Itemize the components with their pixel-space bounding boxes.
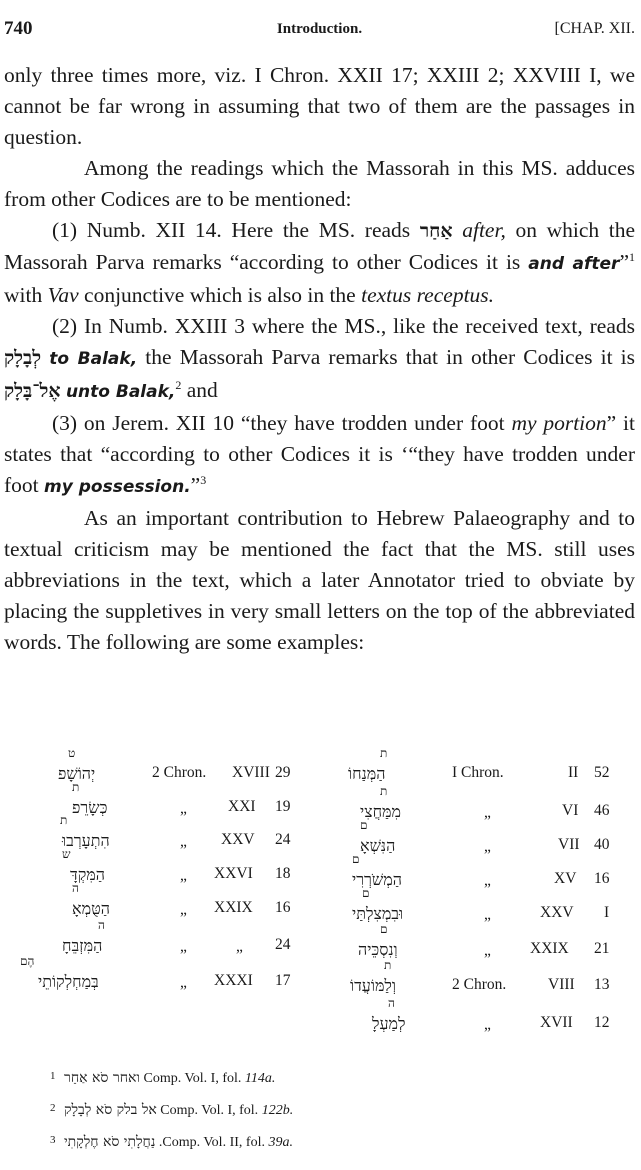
footnote-ref: 39a. (268, 1135, 293, 1150)
right-word-1: מִמַּחֲצִי (360, 802, 402, 821)
right-ditto-5: „ (484, 942, 491, 959)
left-sup-3: ש (62, 847, 71, 861)
chapter-label: [CHAP. XII. (554, 20, 635, 37)
right-sup-4: ם (362, 886, 370, 900)
right-chapter-1: VI (562, 802, 579, 819)
right-chapter-6: VIII (548, 976, 575, 993)
left-ditto-5: „ (180, 938, 187, 955)
footnote-hebrew: ואחר סֹא אַחַר (64, 1070, 140, 1086)
p3-vav: Vav (47, 283, 79, 307)
left-ditto-6: „ (180, 974, 187, 991)
left-verse-5: 24 (275, 936, 291, 953)
right-verse-4: I (604, 904, 610, 921)
left-verse-4: 16 (275, 899, 291, 916)
p3-textus-receptus: textus receptus. (361, 283, 495, 307)
right-book-0: I Chron. (452, 764, 504, 781)
footnote-ref-2: 2 (175, 377, 182, 392)
p5-text-c: ” it states that “according to other Codices it is ‘“they have trodden under foot (4, 411, 636, 497)
right-sup-7: ה (388, 996, 395, 1010)
right-verse-6: 13 (594, 976, 610, 993)
left-verse-0: 29 (275, 764, 291, 781)
left-ditto-1: „ (180, 800, 187, 817)
footnote-hebrew: אל בלק סֹא לְבָלָק (64, 1102, 157, 1118)
right-ditto-7: „ (484, 1016, 491, 1033)
right-word-0: הַמְּנַחוֹ (348, 764, 386, 783)
p3-text-h: conjunctive which is also in the (84, 283, 356, 307)
left-chapter-1: XXI (228, 798, 256, 815)
footnote-3 (50, 1134, 293, 1151)
footnote-number: 1 (50, 1070, 56, 1082)
left-sup-0: ט (68, 746, 76, 760)
p5-my-possession: my possession. (44, 477, 191, 497)
left-sup-1: ת (72, 780, 80, 794)
right-chapter-5: XXIX (530, 940, 569, 957)
left-word-5: הַמִּזְבֵּחָ (62, 936, 103, 955)
right-ditto-2: „ (484, 838, 491, 855)
right-word-5: וְנִסְכֵּיה (358, 940, 398, 959)
right-verse-7: 12 (594, 1014, 610, 1031)
right-verse-5: 21 (594, 940, 610, 957)
p4-hebrew-el-balak: אֶל־בָּלָק (4, 380, 61, 402)
running-title: Introduction. (276, 21, 363, 37)
p4-and: and (186, 378, 218, 402)
footnote-2 (50, 1102, 293, 1119)
running-header (4, 18, 635, 46)
p5-my-portion: my portion (511, 411, 607, 435)
left-sup-5: ה (98, 918, 105, 932)
footnote-ref-3: 3 (200, 472, 207, 487)
examples-table (0, 746, 641, 1058)
right-ditto-1: „ (484, 804, 491, 821)
p3-text-c: on which the Massorah Parva remarks “according to other Codices it is (4, 218, 636, 274)
body-text (4, 60, 635, 658)
footnote-ref-1: 1 (629, 249, 635, 264)
right-verse-1: 46 (594, 802, 610, 819)
right-chapter-0: II (568, 764, 579, 781)
right-word-7: לְמַעְלָ (372, 1014, 406, 1033)
right-sup-2: ם (360, 818, 368, 832)
left-word-6: בְּמַחְלְקוֹתֵי (38, 972, 99, 991)
left-word-4: הַטֻּמְאָ (72, 899, 110, 918)
right-verse-2: 40 (594, 836, 610, 853)
paragraph-5 (4, 408, 635, 503)
left-ditto-4: „ (180, 901, 187, 918)
footnote-text: .Comp. Vol. II, fol. (158, 1135, 265, 1150)
p3-with: with (4, 283, 43, 307)
p4-to-balak: to Balak, (49, 349, 138, 369)
right-verse-0: 52 (594, 764, 610, 781)
left-sup-2: ת (60, 813, 68, 827)
right-book-6: 2 Chron. (452, 976, 507, 993)
right-ditto-3: „ (484, 872, 491, 889)
paragraph-1: only three times more, viz. I Chron. XXII 17; XXIII 2; XXVIII I, we cannot be far wrong in assuming that two of them are the passages in question. (4, 63, 635, 149)
p3-after: after, (462, 218, 506, 242)
p4-text-a: (2) In Numb. XXIII 3 where the MS., like the received text, reads (52, 314, 635, 338)
left-ditto-3: „ (180, 867, 187, 884)
left-chapter-6: XXXI (214, 972, 253, 989)
left-chapter-3: XXVI (214, 865, 253, 882)
left-chapter-4: XXIX (214, 899, 253, 916)
footnote-number: 3 (50, 1134, 56, 1146)
paragraph-3 (4, 215, 635, 311)
footnote-number: 2 (50, 1102, 56, 1114)
footnote-ref: 122b. (261, 1103, 294, 1118)
paragraph-4 (4, 311, 635, 408)
left-chapter-2: XXV (221, 831, 255, 848)
left-chapter-0: XVIII (232, 764, 270, 781)
left-verse-3: 18 (275, 865, 291, 882)
left-word-0: יְהוֹשָׁפ (58, 764, 96, 783)
left-chapter-5: „ (236, 938, 243, 955)
left-verse-1: 19 (275, 798, 291, 815)
left-word-2: הִתְעָרְבוּ (62, 831, 110, 850)
right-word-2: הַנִּשְׁאָ (360, 836, 396, 855)
p4-unto-balak: unto Balak, (65, 382, 176, 402)
right-chapter-2: VII (558, 836, 580, 853)
p4-text-c: the Massorah Parva remarks that in other Codices it is (145, 345, 635, 369)
footnote-text: Comp. Vol. I, fol. (143, 1071, 242, 1086)
right-sup-1: ת (380, 784, 388, 798)
right-chapter-7: XVII (540, 1014, 573, 1031)
right-chapter-4: XXV (540, 904, 574, 921)
right-word-6: וְלַמּוֹעֲדוֹ (350, 976, 396, 995)
left-sup-6: הֶם (20, 954, 35, 968)
paragraph-2: Among the readings which the Massorah in this MS. adduces from other Codices are to be mentioned: (4, 156, 635, 211)
right-verse-3: 16 (594, 870, 610, 887)
paragraph-6: As an important contribution to Hebrew Palaeography and to textual criticism may be mentioned the fact that the MS. still uses abbreviations in the text, which a later Annotator tried to obviate by placing the suppletives in very small letters on the top of the abbreviated words. The following are some examples: (4, 506, 635, 654)
p3-hebrew-achar: אַחַר (419, 220, 453, 242)
right-word-4: וּבִמְצִלְתַּי (352, 904, 404, 923)
page-number: 740 (4, 18, 33, 39)
p4-hebrew-lebalak: לְבָלָק (4, 347, 42, 369)
left-word-1: כְּשָׂרֵפ (72, 798, 108, 817)
footnote-1 (50, 1070, 275, 1087)
left-verse-2: 24 (275, 831, 291, 848)
p3-quote-close: ” (619, 250, 629, 274)
p3-text-a: (1) Numb. XII 14. Here the MS. reads (52, 218, 411, 242)
right-sup-0: ת (380, 746, 388, 760)
right-ditto-4: „ (484, 906, 491, 923)
footnote-text: Comp. Vol. I, fol. (160, 1103, 259, 1118)
right-word-3: הַמְשֹׁרְרִי (352, 870, 402, 889)
p5-quote-close: ” (190, 473, 201, 497)
left-verse-6: 17 (275, 972, 291, 989)
left-book-0: 2 Chron. (152, 764, 207, 781)
right-chapter-3: XV (554, 870, 577, 887)
right-sup-3: ם (352, 852, 360, 866)
left-sup-4: ה (72, 881, 79, 895)
p5-text-a: (3) on Jerem. XII 10 “they have trodden under foot (52, 411, 505, 435)
left-ditto-2: „ (180, 833, 187, 850)
right-sup-5: ם (380, 922, 388, 936)
left-word-3: הַמִּקְדָּ (70, 865, 105, 884)
footnote-hebrew: נַחֲלָתִי סֹא חֶלְקָתִי (64, 1134, 156, 1150)
right-sup-6: ת (384, 958, 392, 972)
footnote-ref: 114a. (244, 1071, 276, 1086)
p3-and-after: and after (528, 254, 620, 274)
